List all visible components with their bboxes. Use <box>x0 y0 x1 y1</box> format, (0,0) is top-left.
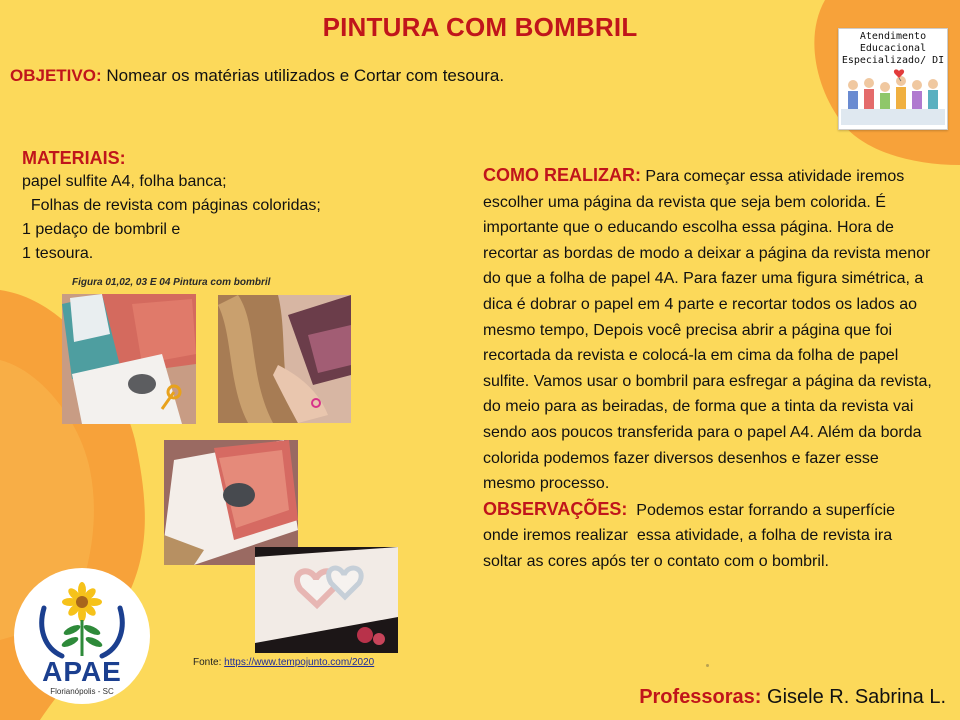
aee-logo-text <box>839 31 947 67</box>
source-line <box>193 657 374 668</box>
page-title: PINTURA COM BOMBRIL <box>322 12 638 42</box>
como-realizar-text: Para começar essa atividade iremos escolher uma página da revista que seja bem colorida. É importante que o educando escolha essa página. Hora de recortar as bordas de modo a deixar a página da revista menor do que a folha de papel 4A. Para fazer uma figura simétrica, a dica é dobrar o papel em 4 parte e recortar todos os lados ao mesmo tempo, Depois você precisa abrir a página que foi recortada da revista e colocá-la em cima da folha de papel sulfite. Vamos usar o bombril para esfregar a página da revista, do meio para as beiradas, de forma que a tinta da revista vai sendo aos poucos transferida para o papel A4. Além da borda colorida podemos fazer diversos desenhos e fazer esse mesmo processo. <box>483 168 932 493</box>
apae-logo-city: Florianópolis - SC <box>50 687 114 696</box>
materiais-heading: MATERIAIS: <box>22 148 126 168</box>
aee-logo-line: Especializado/ DI <box>841 55 945 66</box>
como-realizar-heading: COMO REALIZAR: <box>483 165 641 185</box>
apae-logo-name: APAE <box>42 656 122 687</box>
aee-logo <box>838 28 948 130</box>
objetivo-label: OBJETIVO: <box>10 66 102 85</box>
materiais-item: Folhas de revista com páginas coloridas; <box>22 197 321 214</box>
objetivo-text: Nomear os matérias utilizados e Cortar com tesoura. <box>101 66 505 85</box>
objetivo-line <box>10 66 504 86</box>
photo-child-cutting <box>218 295 351 423</box>
photo-materials-image <box>62 294 196 424</box>
materiais-item: 1 tesoura. <box>22 245 94 262</box>
photo-result <box>255 547 398 653</box>
figure-caption: Figura 01,02, 03 E 04 Pintura com bombril <box>72 277 271 288</box>
observacoes-heading: OBSERVAÇÕES: <box>483 498 628 519</box>
source-link[interactable]: https://www.tempojunto.com/2020 <box>224 657 375 668</box>
materiais-item: papel sulfite A4, folha banca; <box>22 173 227 190</box>
photo-result-image <box>255 547 398 653</box>
materiais-item: 1 pedaço de bombril e <box>22 221 181 238</box>
professoras-line <box>639 686 946 709</box>
apae-logo <box>14 568 150 704</box>
professoras-label: Professoras: <box>639 686 762 708</box>
small-dot <box>706 664 709 667</box>
photo-materials <box>62 294 196 424</box>
photo-child-cutting-image <box>218 295 351 423</box>
aee-logo-line: Educacional <box>859 43 927 54</box>
como-realizar-block <box>483 163 933 575</box>
source-label: Fonte: <box>193 657 225 668</box>
materiais-block <box>22 146 321 266</box>
aee-logo-line: Atendimento <box>859 31 927 42</box>
observacoes-text: Podemos estar forrando a superfície onde iremos realizar essa atividade, a folha de revista ira soltar as cores após ter o contato com o bombril. <box>483 501 900 570</box>
children-group-icon <box>841 69 945 127</box>
observacoes-paragraph <box>483 497 933 575</box>
professoras-names: Gisele R. Sabrina L. <box>761 686 946 708</box>
